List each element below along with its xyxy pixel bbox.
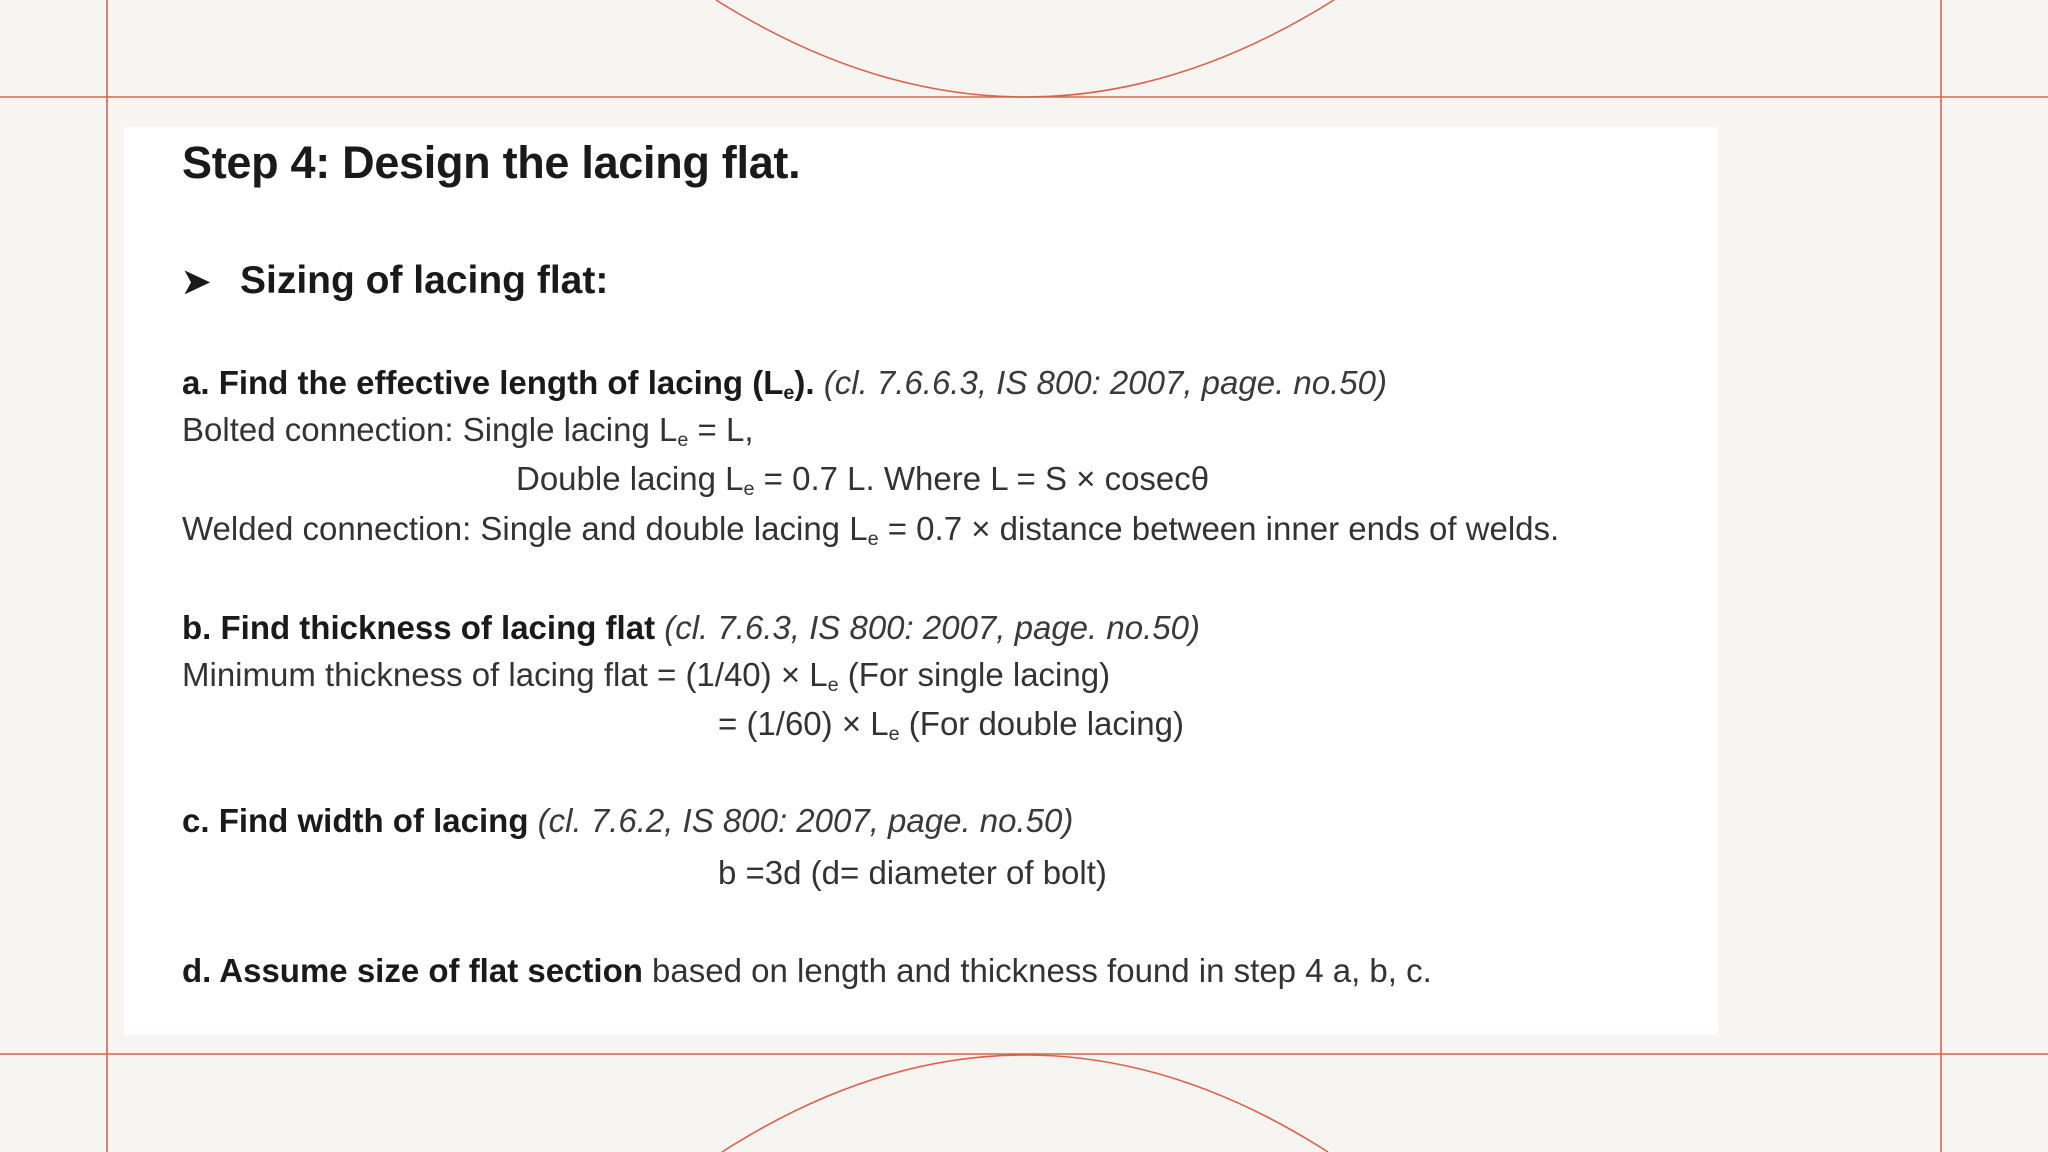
item-b-reference: (cl. 7.6.3, IS 800: 2007, page. no.50): [664, 609, 1200, 646]
item-b-double-line: = (1/60) × Le (For double lacing): [718, 705, 1184, 745]
item-a-double-line: Double lacing Le = 0.7 L. Where L = S × cosecθ: [516, 460, 1210, 500]
item-a-welded-line: Welded connection: Single and double lacing Le = 0.7 × distance between inner ends of welds.: [182, 510, 1560, 550]
arrowhead-bullet-icon: ➤: [182, 263, 211, 301]
section-heading: [182, 259, 608, 303]
item-c-heading: [182, 802, 1073, 840]
item-b-heading: [182, 609, 1200, 647]
item-d-line: [182, 952, 1432, 990]
section-heading-label: Sizing of lacing flat:: [240, 259, 609, 302]
content-card: [124, 127, 1718, 1035]
item-a-reference: (cl. 7.6.6.3, IS 800: 2007, page. no.50): [823, 364, 1387, 401]
page-title: Step 4: Design the lacing flat.: [182, 137, 801, 188]
item-a-bolted-line: Bolted connection: Single lacing Le = L,: [182, 411, 754, 451]
item-a-bold: a. Find the effective length of lacing (Le).: [182, 364, 815, 404]
item-d-rest: based on length and thickness found in step 4 a, b, c.: [642, 952, 1432, 989]
frame-arc-bottom: [722, 1055, 1328, 1152]
item-c-bold: c. Find width of lacing: [182, 802, 538, 839]
item-c-formula: b =3d (d= diameter of bolt): [718, 854, 1107, 891]
item-c-reference: (cl. 7.6.2, IS 800: 2007, page. no.50): [537, 802, 1074, 839]
item-a-heading: [182, 364, 1387, 405]
item-b-bold: b. Find thickness of lacing flat: [182, 609, 665, 646]
item-b-min-line: Minimum thickness of lacing flat = (1/40) × Le (For single lacing): [182, 656, 1111, 696]
item-d-bold: d. Assume size of flat section: [182, 952, 643, 989]
frame-arc-top: [716, 0, 1334, 97]
